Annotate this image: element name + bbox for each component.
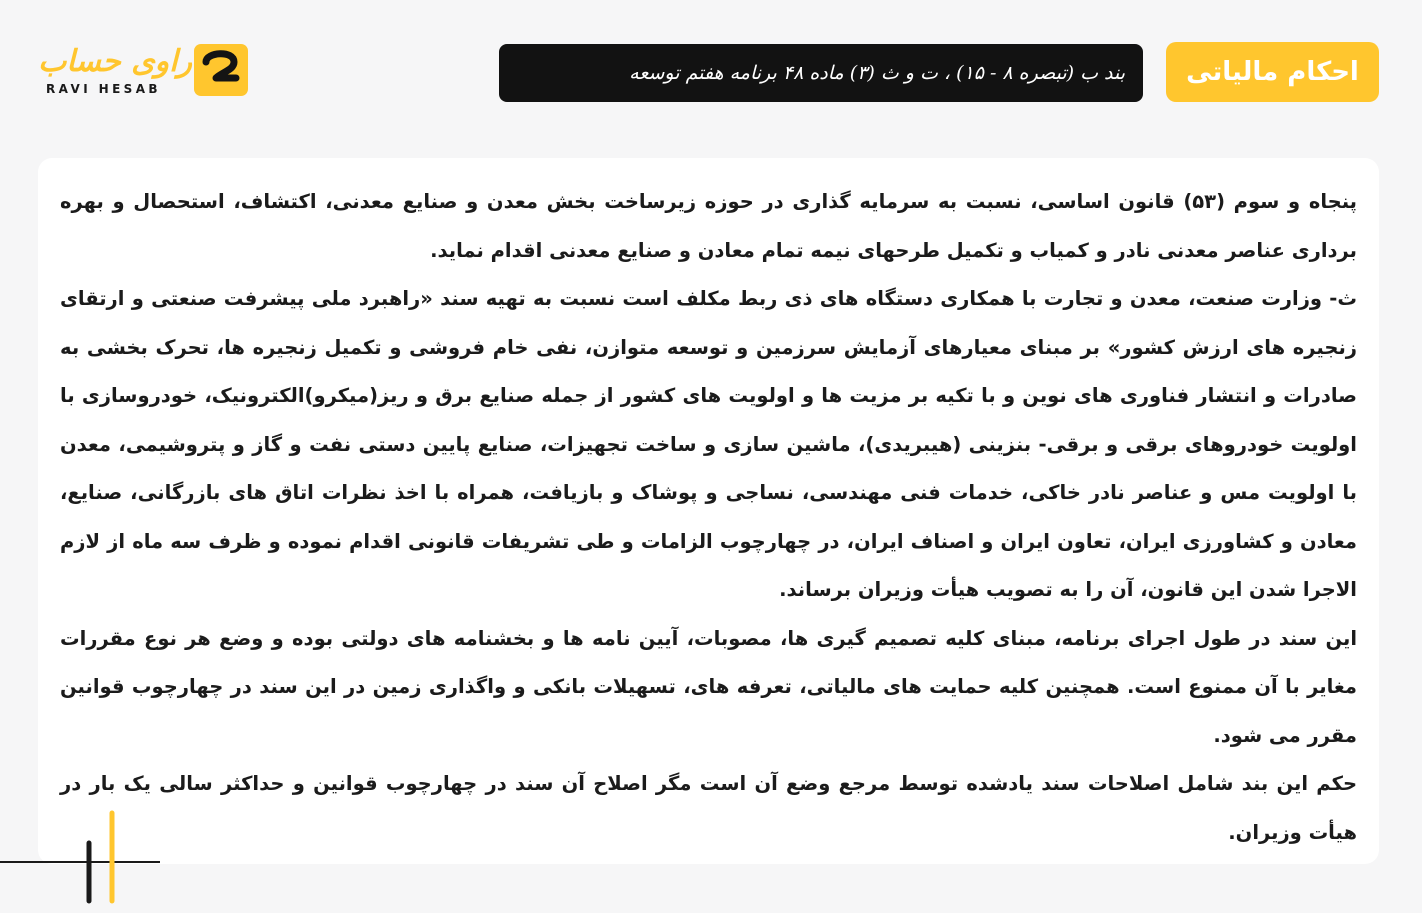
document-title-bar — [499, 44, 1143, 102]
document-paragraph: پنجاه و سوم (۵۳) قانون اساسی، نسبت به سرمایه گذاری در حوزه زیرساخت بخش معدن و صنایع معدنی، اکتشاف، استحصال و بهره برداری عناصر معدنی نادر و کمیاب و تکمیل طرحهای نیمه تمام معادن و صنایع معدنی اقدام نماید. — [60, 190, 1358, 262]
category-badge — [1166, 42, 1379, 102]
document-body — [60, 178, 1357, 857]
ravi-hesab-logo[interactable] — [40, 40, 252, 102]
logo-latin-wordmark: RAVI HESAB — [46, 82, 161, 96]
lines-decoration-icon — [0, 805, 170, 913]
category-badge-label: احکام مالیاتی — [1186, 57, 1359, 87]
document-paragraph: حکم این بند شامل اصلاحات سند یادشده توسط مرجع وضع آن است مگر اصلاح آن سند در چهارچوب قوانین و حداکثر سالی یک بار در هیأت وزیران. — [60, 772, 1357, 844]
logo-persian-wordmark: راوی حساب — [38, 44, 192, 79]
document-paragraph: این سند در طول اجرای برنامه، مبنای کلیه تصمیم گیری ها، مصوبات، آیین نامه ها و بخشنامه های دولتی بوده و وضع هر نوع مقررات مغایر با آن ممنوع است. همچنین کلیه حمایت های مالیاتی، تعرفه های، تسهیلات بانکی و واگذاری زمین در این سند در چهارچوب قوانین مقرر می شود. — [60, 626, 1357, 747]
document-title: بند ب (تبصره ۸ - ۱۵) ، ت و ث (۳) ماده ۴۸ برنامه هفتم توسعه — [629, 62, 1125, 84]
document-paragraph: ث- وزارت صنعت، معدن و تجارت با همکاری دستگاه های ذی ربط مکلف است نسبت به تهیه سند «راهبرد ملی پیشرفت صنعتی و ارتقای زنجیره های ارزش کشور» بر مبنای معیارهای آزمایش سرزمین و توسعه متوازن، نفی خام فروشی و تکمیل زنجیره ها، تحرک بخشی به صادرات و انتشار فناوری های نوین و با تکیه بر مزیت ها و اولویت های کشور از جمله صنایع برق و ریز(میکرو)الکترونیک، خودروسازی با اولویت خودروهای برقی و برقی- بنزینی (هیبریدی)، ماشین سازی و ساخت تجهیزات، صنایع پایین دستی نفت و گاز و پتروشیمی، معدن با اولویت مس و عناصر نادر خاکی، خدمات فنی مهندسی، نساجی و پوشاک و بازیافت، همراه با اخذ نظرات اتاق های بازرگانی، صنایع، معادن و کشاورزی ایران، تعاون ایران و اصناف ایران، در چهارچوب الزامات و طی تشریفات قانونی اقدام نموده و ظرف سه ماه از لازم الاجرا شدن این قانون، آن را به تصویب هیأت وزیران برساند. — [60, 287, 1357, 601]
ravi-hesab-logo-mark-icon — [192, 42, 250, 98]
document-card — [38, 158, 1379, 864]
